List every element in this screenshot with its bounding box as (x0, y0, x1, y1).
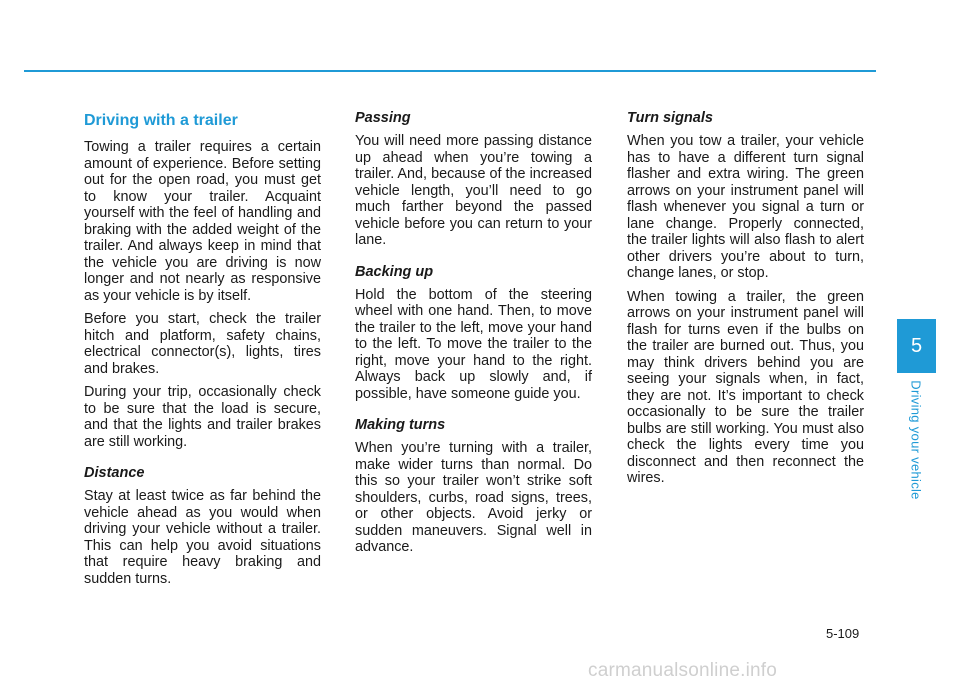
turn-signals-title: Turn signals (627, 110, 713, 126)
footer-watermark: carmanualsonline.info (588, 660, 778, 681)
backing-up-text: Hold the bottom of the steering wheel with one hand. Then, to move the trailer to the left, move your hand to the left. To move the trailer to the right, move your hand to the right. Always back up slowly and, if possible, have someone guide you. (355, 286, 592, 402)
making-turns-text: When you’re turning with a trailer, make wider turns than normal. Do this so your trailer won’t strike soft shoulders, curbs, road signs, trees, or other objects. Avoid jerky or sudden maneuvers. Signal well in advance. (355, 440, 592, 555)
column-1 (84, 108, 321, 594)
header-rule (24, 70, 876, 72)
passing-text: You will need more passing distance up ahead when you’re towing a trailer. And, because of the increased vehicle length, you’ll need to go much farther beyond the passed vehicle before you can return to your lane. (355, 133, 592, 248)
section-title: Driving with a trailer (84, 112, 238, 129)
backing-up-title: Backing up (355, 263, 434, 280)
intro-paragraph-2: Before you start, check the trailer hitch and platform, safety chains, electrical connector(s), lights, tires and brakes. (84, 311, 321, 377)
column-3 (627, 108, 864, 494)
intro-paragraph-3: During your trip, occasionally check to be sure that the load is secure, and that the lights and trailer brakes are still working. (84, 384, 321, 450)
turn-signals-paragraph-1: When you tow a trailer, your vehicle has to have a different turn signal flasher and extra wiring. The green arrows on your instrument panel will flash whenever you signal a turn or lane change. Properly connected, the trailer lights will also flash to alert other drivers you’re about to turn, change lanes, or stop. (627, 133, 864, 281)
turn-signals-paragraph-2: When towing a trailer, the green arrows on your instrument panel will flash for turns even if the bulbs on the trailer are burned out. Thus, you may think drivers behind you are seeing your signals when, in fact, they are not. It’s important to check occasionally to be sure the trailer bulbs are still working. You must also check the lights every time you disconnect and then reconnect the wires. (627, 288, 864, 486)
intro-paragraph-1: Towing a trailer requires a certain amount of experience. Before setting out for the open road, you must get to know your trailer. Acquaint yourself with the feel of handling and braking with the added weight of the trailer. And always keep in mind that the vehicle you are driving is now longer and not nearly as responsive as your vehicle is by itself. (84, 139, 321, 304)
chapter-number-tab: 5 (897, 319, 936, 373)
page-number: 5-109 (826, 626, 860, 641)
distance-title: Distance (84, 465, 145, 481)
making-turns-title: Making turns (355, 417, 446, 433)
distance-text: Stay at least twice as far behind the vehicle ahead as you would when driving your vehicle without a trailer. This can help you avoid situations that require heavy braking and sudden turns. (84, 488, 321, 587)
column-2 (355, 108, 592, 563)
chapter-title: Driving your vehicle (908, 380, 924, 500)
passing-title: Passing (355, 110, 411, 126)
